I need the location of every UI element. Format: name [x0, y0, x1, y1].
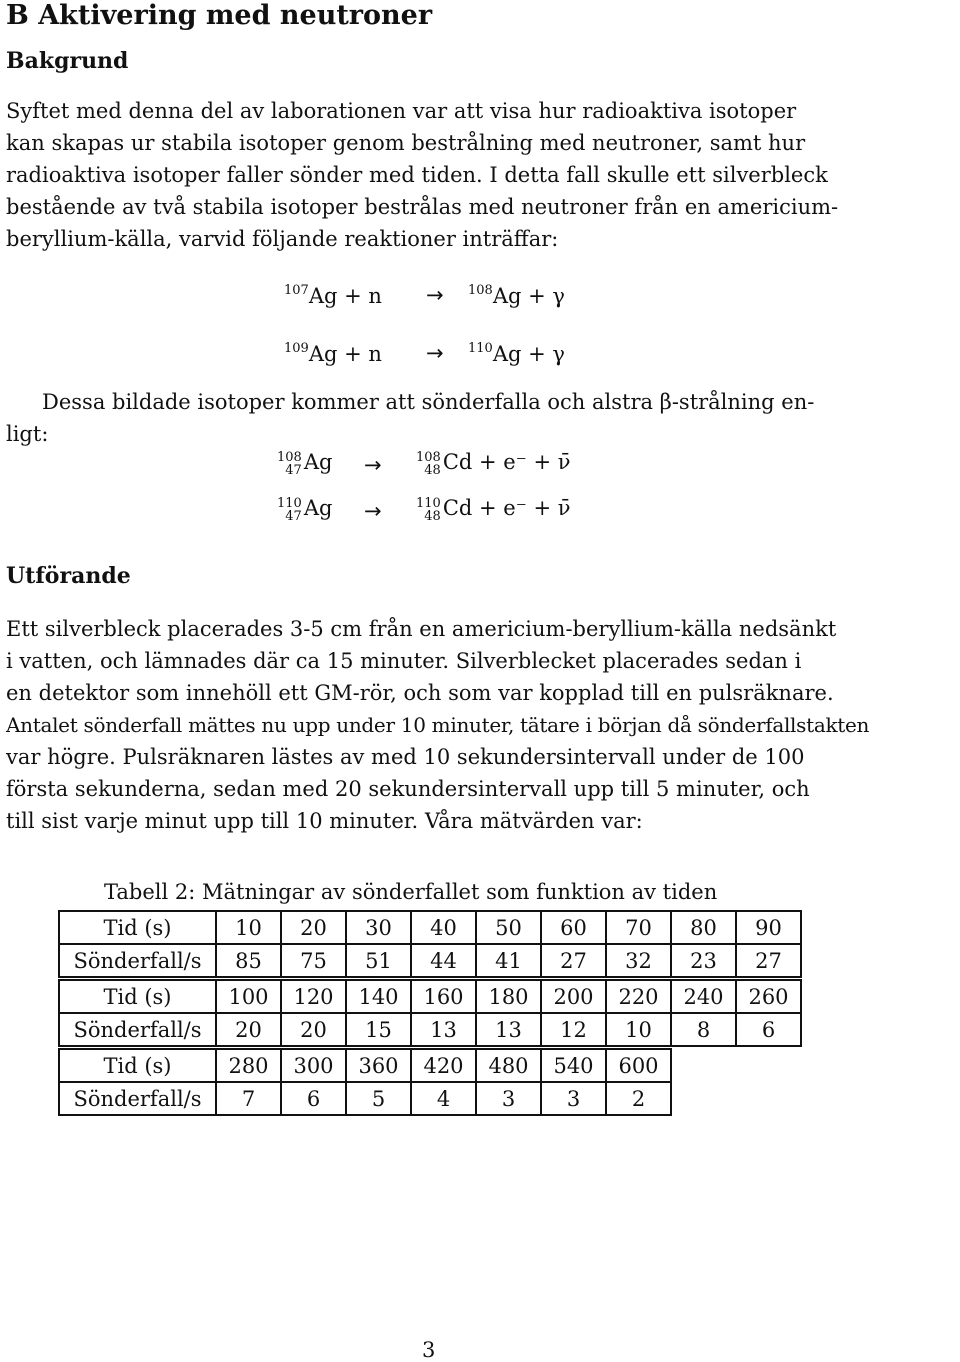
row-label-rate: Sönderfall/s: [59, 1082, 216, 1115]
background-heading: Bakgrund: [6, 48, 129, 74]
table-cell: 10: [216, 911, 281, 944]
table-cell: 85: [216, 944, 281, 977]
table-cell: 20: [216, 1013, 281, 1046]
table-cell: 420: [411, 1049, 476, 1082]
row-label-time: Tid (s): [59, 911, 216, 944]
reaction-equation: [284, 283, 382, 308]
nuclide-numbers: [416, 451, 441, 477]
table-cell: 70: [606, 911, 671, 944]
background-line: kan skapas ur stabila isotoper genom bestrålning med neutroner, samt hur: [6, 131, 806, 155]
background-line: beryllium-källa, varvid följande reaktioner inträffar:: [6, 227, 559, 251]
table-row: [59, 944, 801, 977]
reactant: Ag + n: [308, 284, 382, 308]
table-cell: 75: [281, 944, 346, 977]
mass-number: 110: [277, 495, 302, 511]
arrow-icon: →: [426, 341, 444, 365]
section-title: B Aktivering med neutroner: [6, 0, 433, 31]
table-cell: 30: [346, 911, 411, 944]
decay-intro: Dessa bildade isotoper kommer att sönderfalla och alstra β-strålning en-: [42, 390, 815, 414]
mass-number: 108: [277, 449, 302, 465]
table-cell: 3: [541, 1082, 606, 1115]
nuclide-numbers: [277, 497, 302, 523]
table-cell: 13: [411, 1013, 476, 1046]
table-cell: 7: [216, 1082, 281, 1115]
arrow-icon: →: [364, 453, 382, 477]
decay-equation: [277, 496, 332, 523]
procedure-line: var högre. Pulsräknaren lästes av med 10 sekundersintervall under de 100: [6, 745, 805, 769]
mass-number: 110: [468, 341, 493, 356]
table-cell: 13: [476, 1013, 541, 1046]
nuclide-numbers: [416, 497, 441, 523]
table-cell: 480: [476, 1049, 541, 1082]
table-caption: Tabell 2: Mätningar av sönderfallet som funktion av tiden: [104, 880, 718, 904]
mass-number: 108: [416, 449, 441, 465]
table-cell: 12: [541, 1013, 606, 1046]
table-cell: 20: [281, 1013, 346, 1046]
procedure-line: en detektor som innehöll ett GM-rör, och som var kopplad till en pulsräknare.: [6, 681, 834, 705]
table-cell: 6: [281, 1082, 346, 1115]
row-label-rate: Sönderfall/s: [59, 944, 216, 977]
daughter-products: Cd + e⁻ + ν̄: [442, 496, 571, 520]
table-cell: 27: [541, 944, 606, 977]
table-cell: 280: [216, 1049, 281, 1082]
table-cell: 90: [736, 911, 801, 944]
table-row: [59, 1013, 801, 1046]
background-line: Syftet med denna del av laborationen var att visa hur radioaktiva isotoper: [6, 99, 797, 123]
table-cell: 220: [606, 980, 671, 1013]
parent-element: Ag: [303, 496, 333, 520]
nuclide-numbers: [277, 451, 302, 477]
page-number: 3: [422, 1338, 436, 1362]
table-cell: 4: [411, 1082, 476, 1115]
table-cell: 40: [411, 911, 476, 944]
mass-number: 108: [468, 283, 493, 298]
table-cell: 20: [281, 911, 346, 944]
product: Ag + γ: [492, 342, 565, 366]
table-cell: 300: [281, 1049, 346, 1082]
table-cell: 5: [346, 1082, 411, 1115]
table-row: [59, 980, 801, 1013]
atomic-number: 47: [285, 508, 302, 524]
table-row: [59, 911, 801, 944]
table-cell: 540: [541, 1049, 606, 1082]
table-cell: 51: [346, 944, 411, 977]
measurement-table-block: [58, 910, 802, 978]
table-cell: 100: [216, 980, 281, 1013]
arrow-icon: →: [426, 283, 444, 307]
reactant: Ag + n: [308, 342, 382, 366]
table-cell: 200: [541, 980, 606, 1013]
table-cell: 15: [346, 1013, 411, 1046]
decay-product: [416, 496, 571, 523]
mass-number: 110: [416, 495, 441, 511]
procedure-line: första sekunderna, sedan med 20 sekundersintervall upp till 5 minuter, och: [6, 777, 810, 801]
measurement-table-block: [58, 1048, 672, 1116]
arrow-icon: →: [364, 499, 382, 523]
procedure-line: i vatten, och lämnades där ca 15 minuter. Silverblecket placerades sedan i: [6, 649, 802, 673]
reaction-equation: [284, 341, 382, 366]
row-label-time: Tid (s): [59, 1049, 216, 1082]
table-cell: 120: [281, 980, 346, 1013]
reaction-product: [468, 341, 565, 366]
atomic-number: 47: [285, 462, 302, 478]
table-cell: 80: [671, 911, 736, 944]
table-cell: 27: [736, 944, 801, 977]
table-cell: 3: [476, 1082, 541, 1115]
table-cell: 2: [606, 1082, 671, 1115]
table-cell: 23: [671, 944, 736, 977]
row-label-time: Tid (s): [59, 980, 216, 1013]
background-line: radioaktiva isotoper faller sönder med tiden. I detta fall skulle ett silverbleck: [6, 163, 828, 187]
procedure-heading: Utförande: [6, 563, 131, 589]
daughter-products: Cd + e⁻ + ν̄: [442, 450, 571, 474]
table-cell: 60: [541, 911, 606, 944]
table-row: [59, 1049, 671, 1082]
table-cell: 50: [476, 911, 541, 944]
decay-product: [416, 450, 571, 477]
atomic-number: 48: [424, 462, 441, 478]
product: Ag + γ: [492, 284, 565, 308]
mass-number: 107: [284, 283, 309, 298]
procedure-line: Ett silverbleck placerades 3-5 cm från en americium-beryllium-källa nedsänkt: [6, 617, 837, 641]
decay-equation: [277, 450, 332, 477]
table-cell: 240: [671, 980, 736, 1013]
row-label-rate: Sönderfall/s: [59, 1013, 216, 1046]
table-cell: 180: [476, 980, 541, 1013]
table-cell: 6: [736, 1013, 801, 1046]
procedure-line: till sist varje minut upp till 10 minuter. Våra mätvärden var:: [6, 809, 643, 833]
table-cell: 8: [671, 1013, 736, 1046]
decay-intro: ligt:: [6, 422, 49, 446]
table-row: [59, 1082, 671, 1115]
mass-number: 109: [284, 341, 309, 356]
table-cell: 10: [606, 1013, 671, 1046]
procedure-line: Antalet sönderfall mättes nu upp under 10 minuter, tätare i början då sönderfallstakten: [6, 713, 870, 737]
table-cell: 140: [346, 980, 411, 1013]
table-cell: 600: [606, 1049, 671, 1082]
parent-element: Ag: [303, 450, 333, 474]
table-cell: 360: [346, 1049, 411, 1082]
reaction-product: [468, 283, 565, 308]
table-cell: 44: [411, 944, 476, 977]
table-cell: 260: [736, 980, 801, 1013]
atomic-number: 48: [424, 508, 441, 524]
background-line: bestående av två stabila isotoper bestrålas med neutroner från en americium-: [6, 195, 839, 219]
table-cell: 32: [606, 944, 671, 977]
table-cell: 160: [411, 980, 476, 1013]
table-cell: 41: [476, 944, 541, 977]
measurement-table-block: [58, 979, 802, 1047]
